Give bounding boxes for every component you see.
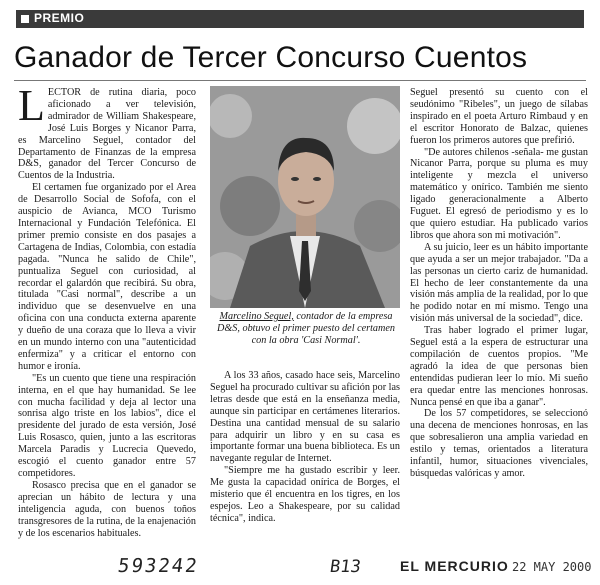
article-column-3 <box>410 87 588 557</box>
headline-rule <box>14 80 586 81</box>
paragraph: El certamen fue organizado por el Area de Desarrollo Social de Sofofa, con el auspicio de Avianca, MCO Turismo Internacional y Fundación Telefónica. El primer premio consiste en dos pasajes a Cartagena de Indias, Colombia, con estadía pagada. "Nunca he salido de Chile", puntualiza Seguel con curiosidad, al recordar el galardón que recibirá. Su obra, titulada "Casi normal", describe a un individuo que se desenvuelve en una oficina con una conducta externa aparente y dueño de una coraza que lo lleva a vivir en un mundo interno con una "autenticidad enfermiza" y a criticar el entorno con humor e ironía. <box>18 182 196 372</box>
article-column-2 <box>210 370 400 560</box>
photo-caption <box>212 311 400 347</box>
paragraph: Rosasco precisa que en el ganador se aprecian un hábito de lectura y una inteligencia aguda, con buenos toños transgresores de la rutina, de la enajenación y de los escenarios habituales. <box>18 479 196 539</box>
handwritten-archive-number: 593242 <box>116 555 201 577</box>
paragraph: "Siempre me ha gustado escribir y leer. Me gusta la capacidad onírica de Borges, el misterio que él encuentra en los tigres, en los espejos. Leo a Shakespeare, por su calidad técnica", indica. <box>210 465 400 524</box>
lead-paragraph <box>18 87 196 182</box>
section-label: PREMIO <box>34 11 85 25</box>
article-column-1 <box>18 87 196 557</box>
paragraph: A su juicio, leer es un hábito importante que ayuda a ser un mejor trabajador. "Da a las personas un cierto cariz de humanidad. El hecho de leer constantemente da una visión más amplia de la realidad, por lo que he podido notar en mí mismo. Tengo una visión más universal de la sociedad", dice. <box>410 241 588 325</box>
section-marker-icon <box>21 15 29 23</box>
paragraph: De los 57 competidores, se seleccionó una decena de menciones honrosas, en las que sobresalieron una amplia variedad en estilo y temas, orientados a literatura infantil, humor, situaciones vivenciales, búsquedas valóricas y amor. <box>410 408 588 479</box>
caption-name: Marcelino Seguel, <box>219 311 294 322</box>
caption-text: contador de la empresa D&S, obtuvo el primer puesto del certamen con la obra 'Casi Normal'. <box>217 311 395 346</box>
portrait-photo <box>210 86 400 308</box>
dropcap: L <box>18 87 45 130</box>
paragraph: Tras haber logrado el primer lugar, Seguel está a la espera de estructurar una compilación de cuentos propios. "Me agradó la idea de que personas bien entendidas pudieran leer lo mío. Mi sueño era quedar entre las menciones honrosas. Nunca pensé en que iba a ganar". <box>410 325 588 408</box>
lead-text: ECTOR de rutina diaria, poco aficionado a ver televisión, admirador de William Shakespeare, José Luis Borges y Nicanor Parra, es Marcelino Seguel, contador del Departamento de Finanzas de la empresa D&S, ganador del Tercer Concurso de Cuentos de la Industria. <box>18 87 196 182</box>
page-number-stamp: B13 <box>328 557 363 577</box>
date-stamp: 22 MAY 2000 <box>512 560 592 574</box>
paragraph: Seguel presentó su cuento con el seudónimo "Ribeles", un juego de sílabas inspirado en el poeta Arturo Rimbaud y en el escritor Honorato de Balzac, quienes fueron los primeros autores que prefirió. <box>410 87 588 146</box>
portrait-illustration <box>210 86 400 308</box>
paragraph: "De autores chilenos -señala- me gustan Nicanor Parra, porque su pluma es muy inteligente y mezcla el universo matemático y onírico. También me siento ligado generacionalmente a Alberto Fuguet. El egresó de periodismo y es lo que quiero estudiar. Ha publicado varios libros que ahora son mi motivación". <box>410 146 588 241</box>
article-headline: Ganador de Tercer Concurso Cuentos <box>14 41 528 74</box>
paragraph: A los 33 años, casado hace seis, Marcelino Seguel ha procurado cultivar su afición por las letras desde que está en la enseñanza media, aunque sin participar en certámenes literarios. Destina una cantidad mensual de su salario para adquirir un libro y en su casa es importante formar una buena biblioteca. Es un navegante regular de Internet. <box>210 370 400 465</box>
newspaper-name-stamp: EL MERCURIO <box>400 558 509 574</box>
section-bar <box>16 10 584 28</box>
paragraph: "Es un cuento que tiene una respiración interna, en el que hay humanidad. Se lee con mucha facilidad y deja al lector una sonrisa algo triste en los labios", dice el presidente del jurado de esta versión, José Luis Rosasco, quien, junto a las escritoras Marcela Paradis y Lucrecia Quevedo, escogió el cuento ganador entre 57 competidores. <box>18 372 196 479</box>
